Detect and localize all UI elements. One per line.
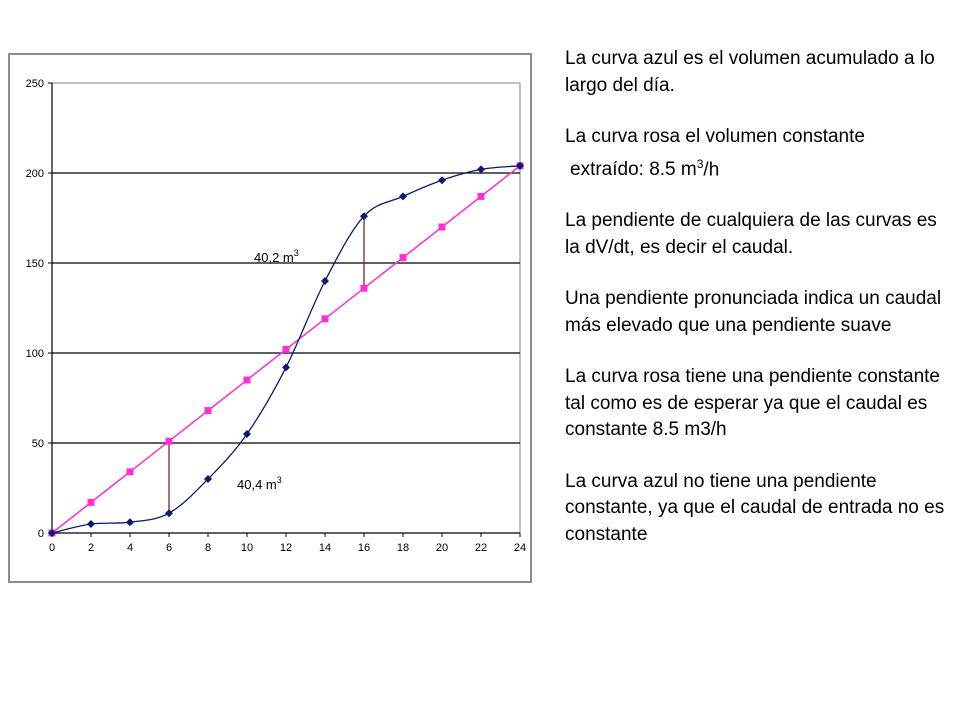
explanation-p2 (565, 124, 955, 183)
point-pink-10 (244, 377, 251, 384)
point-pink-8 (205, 407, 212, 414)
point-pink-16 (361, 285, 368, 292)
explanation-p1: La curva azul es el volumen acumulado a lo largo del día. (565, 48, 935, 96)
x-tick-label-10: 10 (240, 542, 254, 554)
x-tick-label-4: 4 (126, 542, 134, 554)
explanation-p4: Una pendiente pronunciada indica un caudal más elevado que una pendiente suave (565, 288, 942, 336)
explanation-text (565, 46, 955, 573)
difference-label-value: 40,4 m (237, 477, 277, 493)
x-tick-label-0: 0 (48, 542, 56, 554)
x-tick-label-14: 14 (318, 542, 332, 554)
x-tick-label-6: 6 (165, 542, 173, 554)
x-tick-label-16: 16 (357, 542, 371, 554)
explanation-p2-line2: extraído: 8.5 m (570, 158, 697, 180)
x-tick-label-18: 18 (396, 542, 410, 554)
point-pink-4 (127, 468, 134, 475)
difference-label-value: 40,2 m (254, 250, 294, 266)
y-tick-label-250: 250 (25, 78, 44, 90)
difference-label-1 (237, 475, 282, 492)
y-tick-label-150: 150 (25, 258, 44, 270)
difference-label-exponent: 3 (276, 475, 282, 486)
y-tick-label-200: 200 (25, 168, 44, 180)
explanation-p6: La curva azul no tiene una pendiente constante, ya que el caudal de entrada no es constante (565, 470, 945, 545)
point-pink-6 (166, 438, 173, 445)
chart-frame (8, 53, 532, 583)
plot-area (52, 83, 520, 533)
explanation-p2-sup: 3 (696, 156, 704, 171)
x-tick-label-24: 24 (513, 542, 527, 554)
explanation-p3: La pendiente de cualquiera de las curvas es la dV/dt, es decir el caudal. (565, 210, 937, 258)
point-pink-18 (400, 254, 407, 261)
volume-chart (10, 55, 530, 581)
difference-label-0 (254, 248, 299, 265)
explanation-p2-line1: La curva rosa el volumen constante (565, 126, 865, 147)
y-tick-label-100: 100 (25, 348, 44, 360)
point-pink-22 (478, 193, 485, 200)
explanation-p5: La curva rosa tiene una pendiente constante tal como es de esperar ya que el caudal es constante 8.5 m3/h (565, 366, 940, 441)
explanation-p2-suffix: /h (703, 158, 720, 180)
y-tick-label-0: 0 (37, 528, 44, 540)
point-pink-14 (322, 315, 329, 322)
point-pink-2 (88, 499, 95, 506)
difference-label-exponent: 3 (293, 248, 299, 259)
point-pink-12 (283, 346, 290, 353)
y-tick-label-50: 50 (31, 438, 44, 450)
x-tick-label-20: 20 (435, 542, 449, 554)
x-tick-label-2: 2 (87, 542, 95, 554)
x-tick-label-12: 12 (279, 542, 293, 554)
x-tick-label-22: 22 (474, 542, 488, 554)
x-tick-label-8: 8 (204, 542, 212, 554)
point-pink-20 (439, 224, 446, 231)
